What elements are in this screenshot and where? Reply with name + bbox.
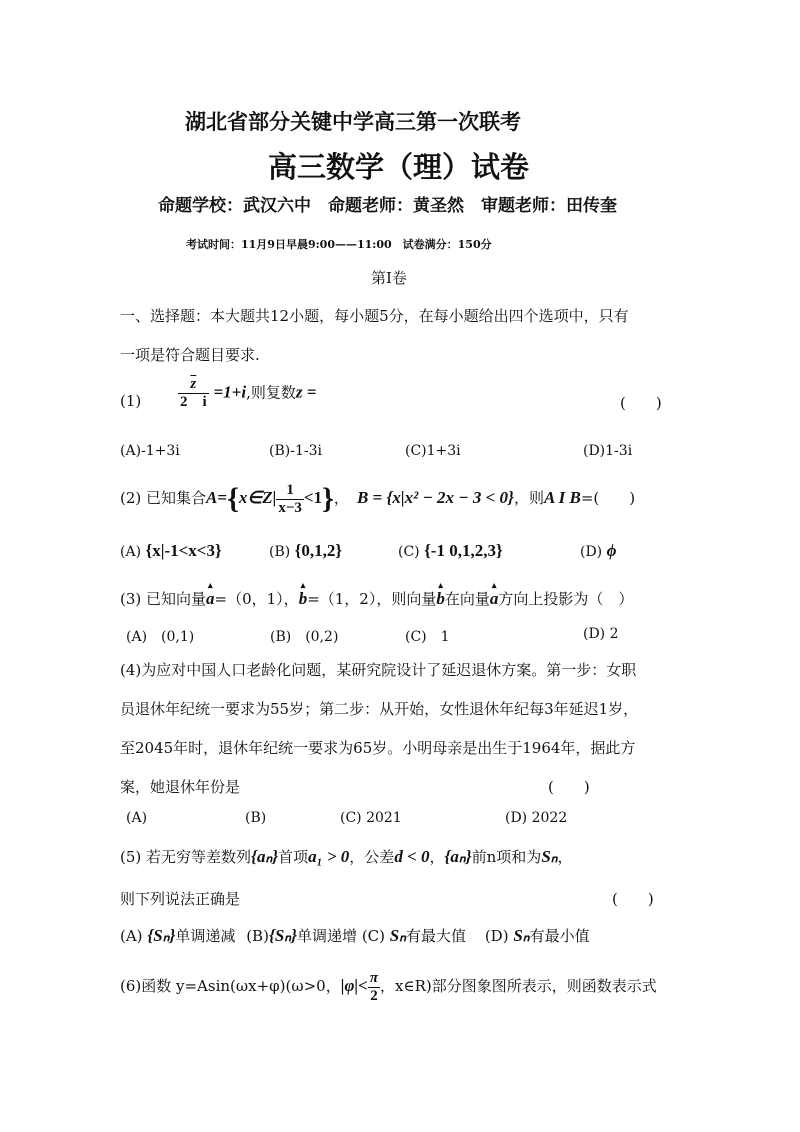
exam-authors: 命题学校：武汉六中 命题老师：黄圣然 审题老师：田传奎 bbox=[158, 196, 617, 216]
q5-text-3: ，公差 bbox=[349, 848, 395, 866]
q1-option-b: (B)-1-3i bbox=[269, 443, 322, 459]
intro-line-1: 一、选择题：本大题共12小题，每小题5分，在每小题给出四个选项中，只有 bbox=[120, 307, 629, 325]
q2-option-d: (D) ϕ bbox=[580, 541, 617, 560]
q4-line-2: 员退休年纪统一要求为55岁；第二步：从开始，女性退休年纪每3年延迟1岁， bbox=[120, 700, 639, 718]
q2-option-a-value: {x|-1<x<3} bbox=[145, 541, 222, 560]
q5-sequence-2: {aₙ} bbox=[444, 847, 472, 866]
q6-phi-condition: |φ|< bbox=[340, 976, 368, 995]
q3-text-d: 在向量 bbox=[444, 590, 490, 608]
q4-option-c: (C) 2021 bbox=[340, 810, 402, 826]
q5-text-6: ， bbox=[557, 848, 573, 866]
q1-number: (1) bbox=[120, 392, 142, 410]
q4-answer-bracket: ( ) bbox=[548, 778, 590, 796]
q6-text-2: ，x∈R)部分图象图所表示，则函数表示式 bbox=[380, 977, 657, 995]
q2-line: (2) 已知集合A={x∈Z| $\frac{1}{x-3}$ <1}， B = {x|x² − 2x − 3 < 0}，则A I B=( ) bbox=[120, 481, 636, 516]
q2-expression: A I B bbox=[543, 488, 581, 507]
q2-set-a-left: x∈Z| bbox=[238, 488, 277, 507]
q4-line-3: 至2045年时，退休年纪统一要求为65岁。小明母亲是出生于1964年，据此方 bbox=[120, 739, 636, 757]
q2-option-a: (A) {x|-1<x<3} bbox=[120, 541, 222, 560]
q2-set-a-right: <1 bbox=[303, 488, 323, 507]
q3-text-c: =（1，2），则向量 bbox=[307, 590, 437, 608]
q6-fraction-num: π bbox=[369, 969, 379, 986]
q2-set-b: B = {x|x² − 2x − 3 < 0} bbox=[356, 488, 514, 507]
q6-line bbox=[120, 966, 657, 1006]
q3-vector-b-2: ▴ b bbox=[436, 580, 445, 608]
q1-text: ,则复数 bbox=[246, 383, 296, 402]
q5-answer-bracket: ( ) bbox=[612, 890, 654, 908]
q5-line-1 bbox=[120, 846, 573, 867]
q1-expression bbox=[178, 376, 316, 411]
q5-text-2: 首项 bbox=[278, 848, 309, 866]
q3-vector-a-2: ▴ a bbox=[489, 580, 499, 608]
q1-var: z = bbox=[295, 382, 317, 402]
q5-first-term: a₁ > 0 bbox=[308, 847, 350, 866]
q5-option-c: (C) Sₙ有最大值 bbox=[361, 926, 467, 945]
q4-option-b: (B) bbox=[245, 810, 267, 826]
q2-fraction-den: x−3 bbox=[278, 499, 302, 516]
q1-option-d: (D)1-3i bbox=[583, 443, 633, 459]
q2-set-a-open-brace: { bbox=[227, 482, 239, 515]
q1-equation: =1+i bbox=[213, 382, 247, 402]
intro-line-2: 一项是符合题目要求. bbox=[120, 346, 260, 364]
q1-fraction bbox=[178, 376, 209, 411]
q4-option-d: (D) 2022 bbox=[505, 810, 568, 826]
q2-option-d-value: ϕ bbox=[606, 541, 617, 560]
q6-fraction-den: 2 bbox=[370, 987, 378, 1004]
q2-option-b-value: {0,1,2} bbox=[294, 541, 343, 560]
q1-answer-bracket: ( ) bbox=[620, 394, 662, 412]
q1-fraction-num: $\overline{z}$ bbox=[178, 376, 209, 394]
q4-line-4: 案，她退休年份是 bbox=[120, 778, 241, 796]
q3-vector-b: ▴ b bbox=[298, 580, 308, 608]
exam-title-org: 湖北省部分关键中学高三第一次联考 bbox=[185, 110, 521, 134]
q2-option-b: (B) {0,1,2} bbox=[269, 541, 343, 560]
q5-common-difference: d < 0 bbox=[394, 847, 430, 866]
q3-line bbox=[120, 580, 634, 609]
q2-option-c: (C) {-1 0,1,2,3} bbox=[398, 541, 503, 560]
q5-option-a: (A) {Sₙ}单调递减 bbox=[120, 926, 236, 945]
q2-fraction-num: 1 bbox=[276, 482, 304, 500]
q5-option-d: (D) Sₙ有最小值 bbox=[484, 926, 590, 945]
q3-text-e: 方向上投影为（ ） bbox=[498, 590, 634, 608]
q6-fraction bbox=[368, 970, 380, 1005]
q4-line-1: (4)为应对中国人口老龄化问题，某研究院设计了延迟退休方案。第一步：女职 bbox=[120, 661, 637, 679]
q2-text-1: 已知集合 bbox=[146, 489, 207, 507]
q5-text-1: (5) 若无穷等差数列 bbox=[120, 848, 252, 866]
q3-option-b: (B) (0,2) bbox=[270, 629, 339, 645]
q5-sequence: {aₙ} bbox=[251, 847, 279, 866]
q3-option-c: (C) 1 bbox=[405, 629, 450, 645]
q2-text-2: ，则 bbox=[513, 489, 544, 507]
q3-option-a: (A) (0,1) bbox=[126, 629, 195, 645]
q4-option-a: (A) bbox=[126, 810, 148, 826]
section-label: 第Ⅰ卷 bbox=[371, 269, 407, 287]
q2-option-c-value: {-1 0,1,2,3} bbox=[424, 541, 503, 560]
q2-number: (2) bbox=[120, 489, 142, 507]
q5-option-b: (B){Sₙ}单调递增 bbox=[246, 926, 358, 945]
q2-bracket: =( ) bbox=[580, 489, 636, 507]
q2-set-a-var: A bbox=[206, 488, 218, 507]
q5-partial-sum: Sₙ bbox=[541, 847, 558, 866]
q5-text-5: 前n项和为 bbox=[471, 848, 542, 866]
exam-info: 考试时间：11月9日早晨9:00——11:00 试卷满分：150分 bbox=[186, 238, 492, 251]
q1-option-c: (C)1+3i bbox=[405, 443, 461, 459]
q6-text-1: (6)函数 y=Asin(ωx+φ)(ω>0， bbox=[120, 977, 341, 995]
q1-option-a: (A)-1+3i bbox=[120, 443, 180, 459]
q1-fraction-den: 2 i bbox=[180, 394, 207, 410]
q3-text-a: (3) 已知向量 bbox=[120, 590, 207, 608]
q3-option-d: (D) 2 bbox=[583, 626, 619, 642]
q2-set-a-close-brace: } bbox=[322, 482, 334, 515]
q5-options bbox=[120, 925, 590, 946]
q3-text-b: =（0，1）， bbox=[214, 590, 299, 608]
q5-line-2: 则下列说法正确是 bbox=[120, 890, 241, 908]
q5-text-4: ， bbox=[429, 848, 445, 866]
q2-fraction bbox=[276, 482, 304, 517]
q3-vector-a: ▴ a bbox=[206, 580, 215, 608]
exam-title-paper: 高三数学（理）试卷 bbox=[268, 150, 530, 184]
